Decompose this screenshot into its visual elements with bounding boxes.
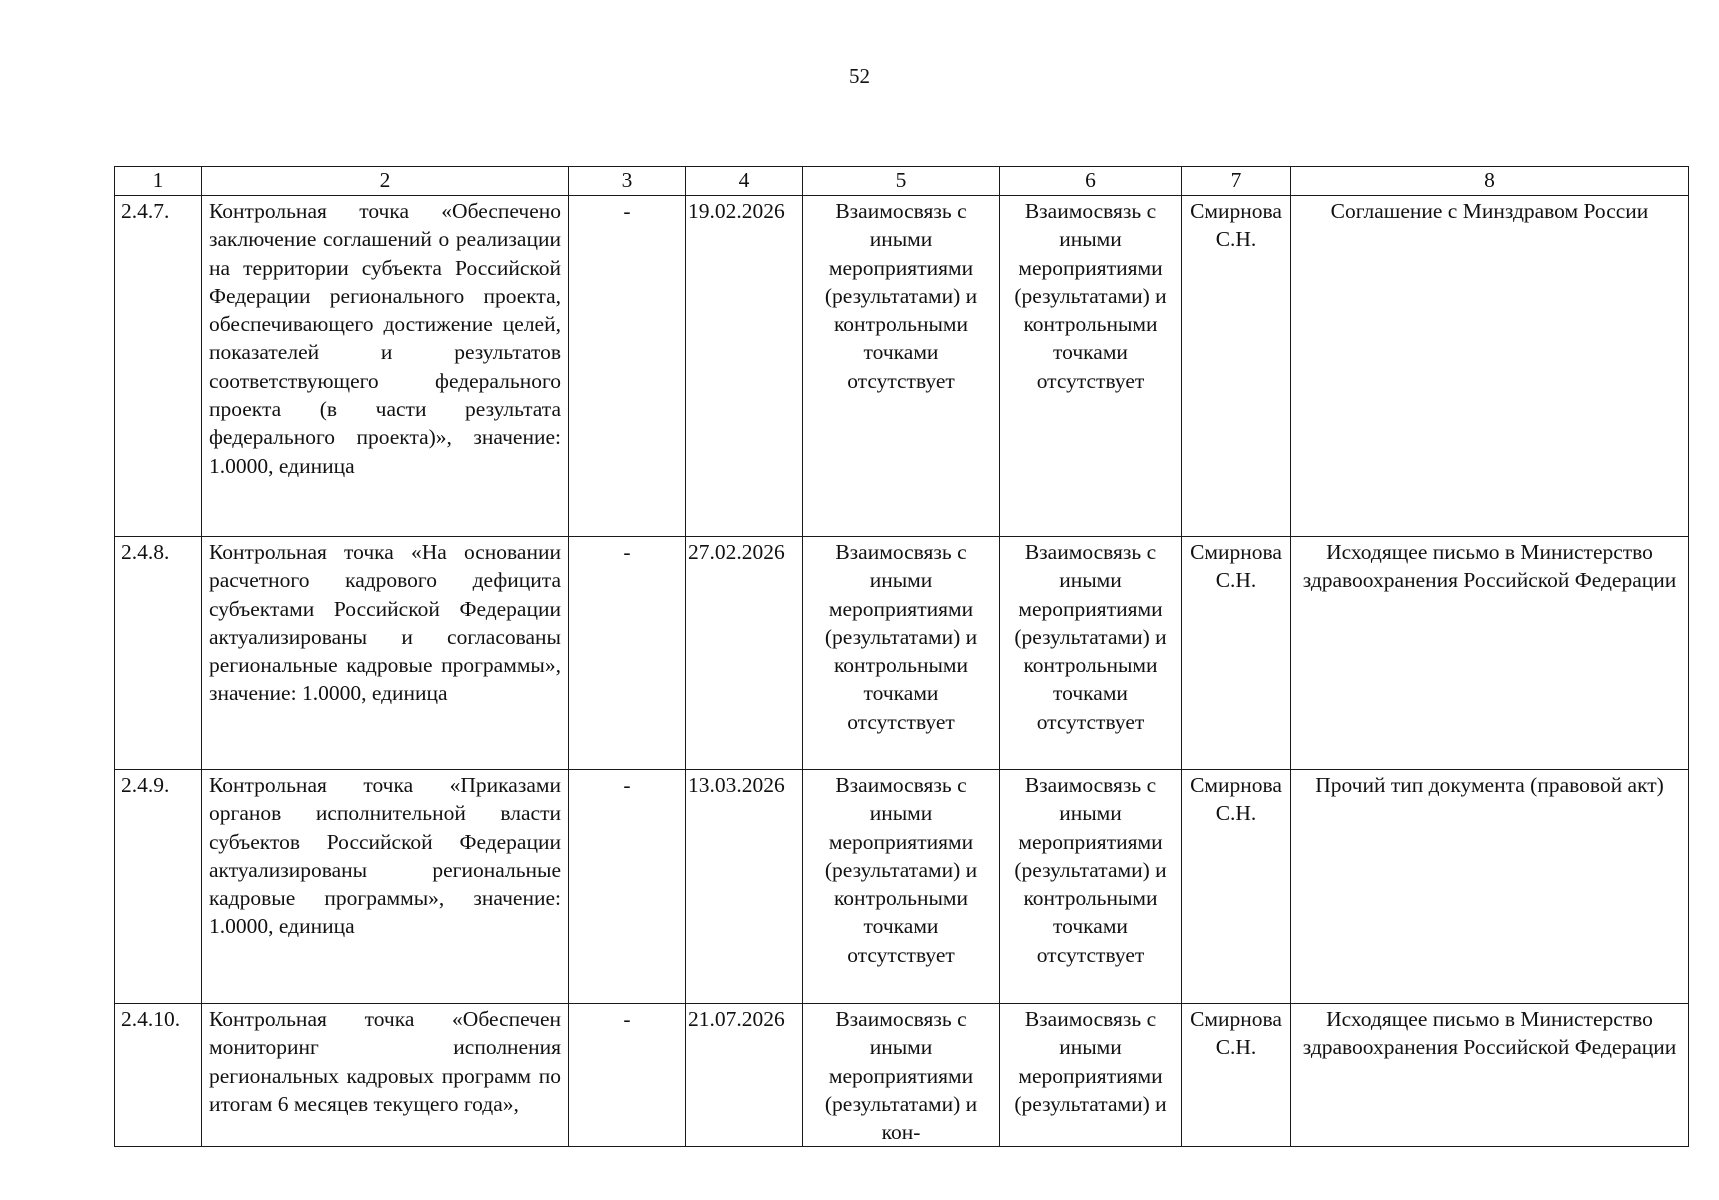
column-header: 6 — [1000, 167, 1182, 196]
row-number: 2.4.8. — [115, 537, 202, 770]
control-point-description: Контрольная точка «Обеспечено заключение соглашений о реализации на территории субъекта Российской Федерации регионального проекта, обеспечивающего достижение целей, показателей и результатов соответствующего федерального проекта (в части результата федерального проекта)», значение: 1.0000, единица — [202, 196, 569, 537]
row-number: 2.4.10. — [115, 1004, 202, 1147]
relations-previous: Взаимосвязь с иными мероприятиями (результатами) и контрольными точками отсутствует — [803, 196, 1000, 537]
due-date: 13.03.2026 — [686, 770, 803, 1004]
relations-previous: Взаимосвязь с иными мероприятиями (результатами) и контрольными точками отсутствует — [803, 770, 1000, 1004]
column-header: 1 — [115, 167, 202, 196]
relations-previous: Взаимосвязь с иными мероприятиями (результатами) и контрольными точками отсутствует — [803, 537, 1000, 770]
column-header: 2 — [202, 167, 569, 196]
document-type: Исходящее письмо в Министерство здравоохранения Российской Федерации — [1291, 1004, 1689, 1147]
row-number: 2.4.7. — [115, 196, 202, 537]
responsible-person: Смирнова С.Н. — [1182, 770, 1291, 1004]
column-3-value: - — [569, 196, 686, 537]
relations-next: Взаимосвязь с иными мероприятиями (результатами) и — [1000, 1004, 1182, 1147]
due-date: 27.02.2026 — [686, 537, 803, 770]
control-point-description: Контрольная точка «На основании расчетного кадрового дефицита субъектами Российской Федерации актуализированы и согласованы региональные кадровые программы», значение: 1.0000, единица — [202, 537, 569, 770]
relations-next: Взаимосвязь с иными мероприятиями (результатами) и контрольными точками отсутствует — [1000, 537, 1182, 770]
column-header: 3 — [569, 167, 686, 196]
document-type: Прочий тип документа (правовой акт) — [1291, 770, 1689, 1004]
table-row — [115, 770, 1689, 1004]
column-header: 8 — [1291, 167, 1689, 196]
document-type: Соглашение с Минздравом России — [1291, 196, 1689, 537]
column-header: 5 — [803, 167, 1000, 196]
column-3-value: - — [569, 537, 686, 770]
column-3-value: - — [569, 770, 686, 1004]
table-row — [115, 1004, 1689, 1147]
table-row — [115, 196, 1689, 537]
column-header: 7 — [1182, 167, 1291, 196]
control-points-table — [114, 166, 1689, 1147]
relations-next: Взаимосвязь с иными мероприятиями (результатами) и контрольными точками отсутствует — [1000, 770, 1182, 1004]
column-header: 4 — [686, 167, 803, 196]
control-point-description: Контрольная точка «Приказами органов исполнительной власти субъектов Российской Федерации актуализированы региональные кадровые программы», значение: 1.0000, единица — [202, 770, 569, 1004]
row-number: 2.4.9. — [115, 770, 202, 1004]
control-point-description: Контрольная точка «Обеспечен мониторинг исполнения региональных кадровых программ по итогам 6 месяцев текущего года», — [202, 1004, 569, 1147]
table-row — [115, 537, 1689, 770]
due-date: 19.02.2026 — [686, 196, 803, 537]
document-type: Исходящее письмо в Министерство здравоохранения Российской Федерации — [1291, 537, 1689, 770]
relations-previous: Взаимосвязь с иными мероприятиями (результатами) и кон- — [803, 1004, 1000, 1147]
due-date: 21.07.2026 — [686, 1004, 803, 1147]
responsible-person: Смирнова С.Н. — [1182, 1004, 1291, 1147]
page-number: 52 — [849, 64, 870, 88]
responsible-person: Смирнова С.Н. — [1182, 196, 1291, 537]
table-header-row — [115, 167, 1689, 196]
responsible-person: Смирнова С.Н. — [1182, 537, 1291, 770]
relations-next: Взаимосвязь с иными мероприятиями (результатами) и контрольными точками отсутствует — [1000, 196, 1182, 537]
column-3-value: - — [569, 1004, 686, 1147]
